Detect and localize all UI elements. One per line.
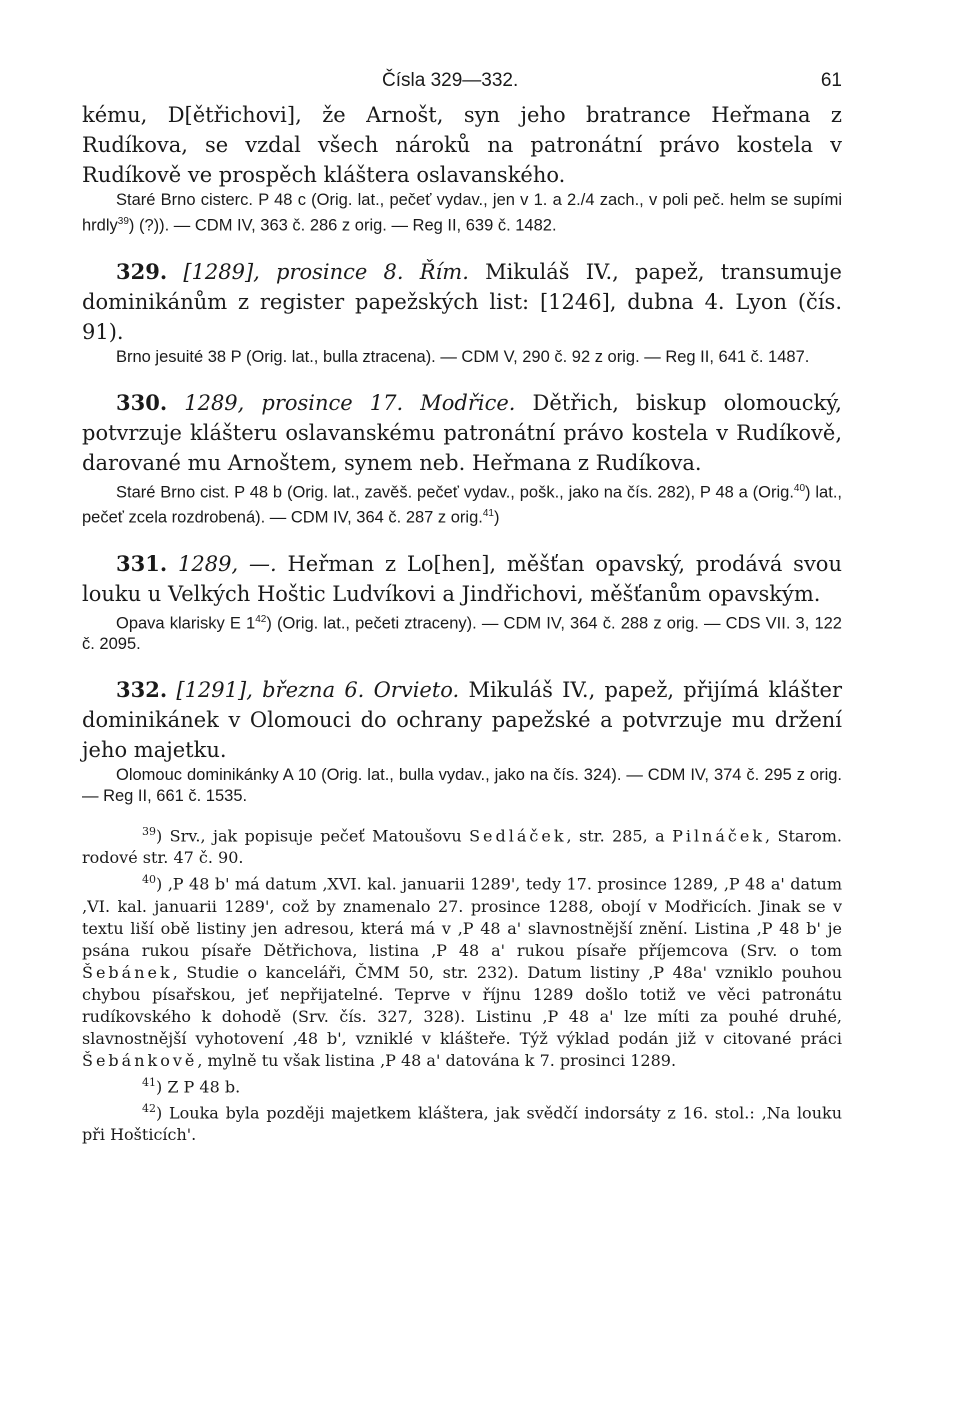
entry-text bbox=[82, 549, 842, 609]
entry-date: 1289, prosince 17. bbox=[184, 390, 404, 415]
footnote-41: $^{41}$) Z P 48 b. bbox=[142, 1075, 241, 1096]
entry-text bbox=[82, 388, 842, 478]
footnote-ref: 40 bbox=[793, 482, 806, 494]
entry-text bbox=[82, 675, 842, 765]
page bbox=[82, 70, 842, 1146]
entry-note: Opava klarisky E $1^{42}$) (Orig. lat., pečeti ztraceny). — CDM IV, 364 č. 288 z orig. — CDS VII. 3, 122 č. 2095. bbox=[82, 613, 842, 653]
entry-date: 1289, —. bbox=[178, 551, 277, 576]
entry-body: Mikuláš IV., papež, transumuje dominikánům z register papežských list: [1246], dubna 4. Lyon (čís. 91). bbox=[82, 259, 842, 344]
entry-332 bbox=[82, 675, 842, 807]
entry-note: Staré Brno cist. P 48 b (Orig. lat., zavěš. pečeť vydav., pošk., jako na čís. 282), P 48 a (Orig.$^{40}$) lat., pečeť zcela rozdrobená). — CDM IV, 364 č. 287 z orig.$^{41}$) bbox=[82, 482, 842, 527]
entry-body: Mikuláš IV., papež, přijímá klášter dominikánek v Olomouci do ochrany papežské a potvrzuje mu držení jeho majetku. bbox=[82, 678, 842, 762]
entry-note: Olomouc dominikánky A 10 (Orig. lat., bulla vydav., jako na čís. 324). — CDM IV, 374 č. 295 z orig. — Reg II, 661 č. 1535. bbox=[82, 766, 842, 805]
entry-number: 332. bbox=[116, 677, 168, 702]
footnote-ref: 39 bbox=[117, 216, 129, 227]
entry-date: [1291], března 6. bbox=[176, 678, 365, 702]
footnote-42: $^{42}$) Louka byla později majetkem kláštera, jak svědčí indorsáty z 16. stol.: ‚Na louku při Hošticích'. bbox=[82, 1101, 842, 1145]
page-number: 61 bbox=[820, 70, 842, 91]
entry-note: Brno jesuité 38 P (Orig. lat., bulla ztracena). — CDM V, 290 č. 92 z orig. — Reg II, 641 č. 1487. bbox=[116, 347, 810, 366]
entry-330 bbox=[82, 388, 842, 529]
entry-date: [1289], prosince 8. bbox=[183, 259, 404, 284]
entry-body: Heřman z Lo[hen], měšťan opavský, prodává svou louku u Velkých Hoštic Ludvíkovi a Jindřichovi, měšťanům opavským. bbox=[82, 551, 842, 606]
running-title: Čísla 329—332. bbox=[382, 70, 519, 91]
footnotes bbox=[82, 821, 842, 1146]
entry-place: Řím. bbox=[419, 259, 469, 284]
entry-number: 331. bbox=[116, 550, 168, 576]
entry-number: 330. bbox=[116, 389, 168, 415]
entry-text bbox=[82, 257, 842, 347]
continuation-text: kému, D[ětřichovi], že Arnošt, syn jeho bratrance Heřmana z Rudíkova, se vzdal všech nároků na patronátní právo kostela v Rudíkově ve prospěch kláštera oslavanského. bbox=[82, 103, 842, 187]
footnote-40: $^{40}$) ‚P 48 b' má datum ‚XVI. kal. januarii 1289', tedy 17. prosince 1289, ‚P 48 a' datum ‚VI. kal. januarii 1289', což by znamenalo 27. prosince 1288, obojí v Modřicích. Jinak se v textu liší obě listiny jen adresou, která má v ‚P 48 a' slavnostnější znění. Listina ‚P 48 b' je psána rukou písaře Dětřichova, listina ‚P 48 a' rukou písaře příjemcova (Srv. o tom Šebánek, Studie o kanceláři, ČMM 50, str. 232). Datum listiny ‚P 48a' vzniklo pouhou chybou písařskou, jeť nepřijatelné. Teprve v říjnu 1289 došlo totiž ve věci patronátu rudíkovského k dohodě (Srv. čís. 327, 328). Listinu ‚P 48 a' lze míti za pouhé druhé, slavnostnější vyhotovení ‚48 b', vzniklé v klášteře. Týž výklad podán již v citované práci Šebánkově, mylně tu však listina ‚P 48 a' datována k 7. prosinci 1289. bbox=[82, 873, 842, 1070]
footnote-39: $^{39}$) Srv., jak popisuje pečeť Matoušovu Sedláček, str. 285, a Pilnáček, Starom. rodové str. 47 č. 90. bbox=[82, 825, 842, 868]
continuation-note: Staré Brno cisterc. P 48 c (Orig. lat., pečeť vydav., jen v 1. a 2./4 zach., v poli peč. helm se supími hrdly$^{39}$) (?)). — CDM IV, 363 č. 286 z orig. — Reg II, 639 č. 1482. bbox=[82, 191, 842, 235]
entry-331 bbox=[82, 549, 842, 656]
footnote-ref: 41 bbox=[482, 508, 494, 519]
entry-place: Orvieto. bbox=[373, 678, 460, 702]
entry-number: 329. bbox=[116, 258, 168, 284]
running-header bbox=[82, 70, 842, 100]
footnote-ref: 42 bbox=[255, 613, 267, 625]
entry-body: Dětřich, biskup olomoucký, potvrzuje klášteru oslavanskému patronátní právo kostela v Rudíkově, darované mu Arnoštem, synem neb. Heřmana z Rudíkova. bbox=[82, 390, 842, 475]
entry-place: Modřice. bbox=[420, 390, 516, 415]
entry-329 bbox=[82, 257, 842, 368]
